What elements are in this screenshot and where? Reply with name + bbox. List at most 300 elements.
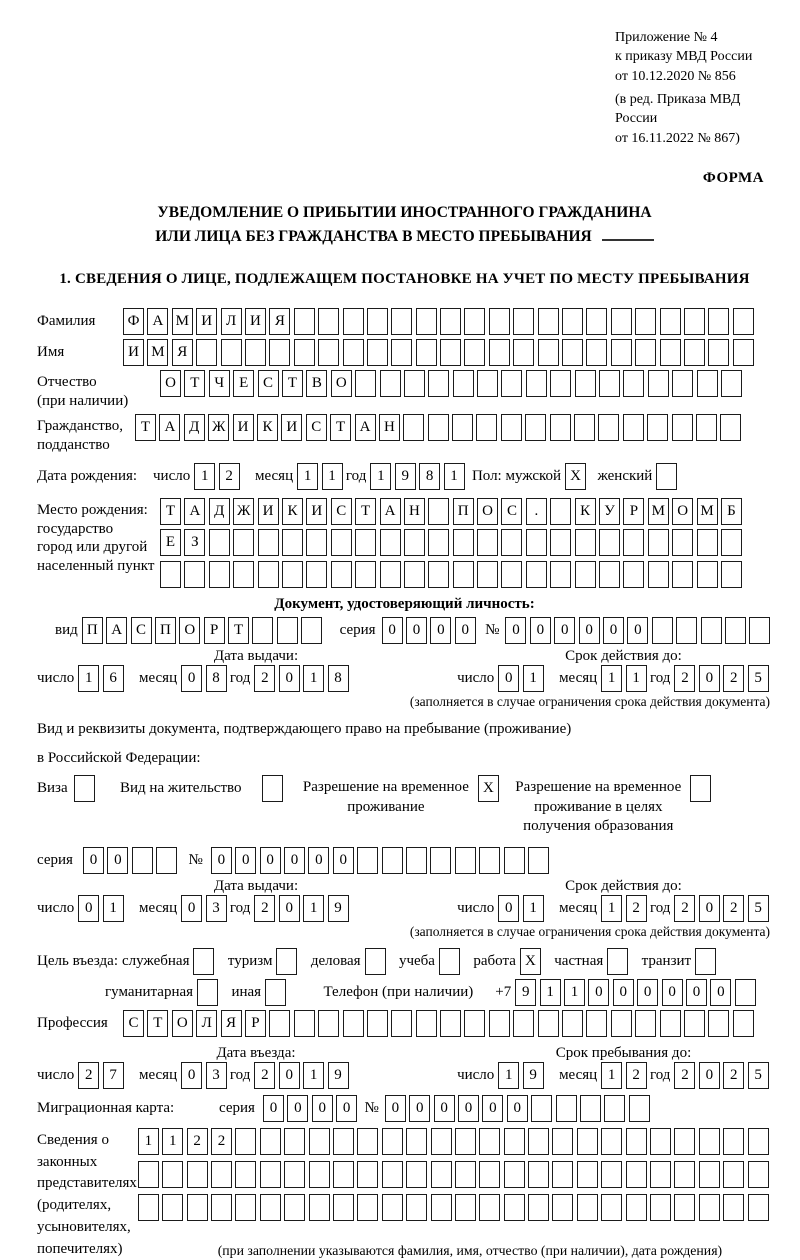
char-cell[interactable]: 1 [601, 665, 622, 692]
char-cell[interactable]: 1 [194, 463, 215, 490]
char-cell[interactable]: 1 [138, 1128, 159, 1155]
char-cell[interactable] [676, 617, 697, 644]
char-cell[interactable]: 2 [723, 665, 744, 692]
char-cell[interactable]: А [380, 498, 401, 525]
char-cell[interactable] [453, 529, 474, 556]
char-cell[interactable] [684, 339, 705, 366]
char-cell[interactable] [577, 1194, 598, 1221]
char-cell[interactable] [626, 1128, 647, 1155]
char-cell[interactable] [684, 1010, 705, 1037]
char-cell[interactable] [656, 463, 677, 490]
char-cell[interactable] [211, 1161, 232, 1188]
char-cell[interactable]: Я [221, 1010, 242, 1037]
char-cell[interactable] [406, 1161, 427, 1188]
char-cell[interactable]: 1 [523, 665, 544, 692]
char-cell[interactable]: 1 [601, 1062, 622, 1089]
char-cell[interactable]: Л [196, 1010, 217, 1037]
char-cell[interactable] [504, 847, 525, 874]
char-cell[interactable] [233, 561, 254, 588]
char-cell[interactable] [672, 370, 693, 397]
char-cell[interactable] [501, 370, 522, 397]
char-cell[interactable] [406, 847, 427, 874]
char-cell[interactable]: 1 [103, 895, 124, 922]
char-cell[interactable]: X [478, 775, 499, 802]
char-cell[interactable] [575, 529, 596, 556]
char-cell[interactable] [477, 529, 498, 556]
char-cell[interactable]: 0 [312, 1095, 333, 1122]
char-cell[interactable] [431, 1194, 452, 1221]
char-cell[interactable] [650, 1194, 671, 1221]
char-cell[interactable]: И [196, 308, 217, 335]
char-cell[interactable] [301, 617, 322, 644]
char-cell[interactable] [431, 1128, 452, 1155]
char-cell[interactable] [380, 561, 401, 588]
char-cell[interactable] [586, 308, 607, 335]
char-cell[interactable]: 2 [254, 1062, 275, 1089]
char-cell[interactable] [513, 1010, 534, 1037]
char-cell[interactable] [708, 1010, 729, 1037]
char-cell[interactable]: С [306, 414, 327, 441]
char-cell[interactable] [428, 414, 449, 441]
char-cell[interactable]: 2 [254, 665, 275, 692]
char-cell[interactable]: 0 [83, 847, 104, 874]
char-cell[interactable] [697, 561, 718, 588]
char-cell[interactable]: Р [204, 617, 225, 644]
char-cell[interactable]: 8 [206, 665, 227, 692]
char-cell[interactable]: Т [160, 498, 181, 525]
char-cell[interactable] [428, 370, 449, 397]
char-cell[interactable] [382, 1128, 403, 1155]
char-cell[interactable] [406, 1128, 427, 1155]
char-cell[interactable]: О [477, 498, 498, 525]
char-cell[interactable]: 0 [279, 895, 300, 922]
char-cell[interactable] [648, 370, 669, 397]
char-cell[interactable] [748, 1161, 769, 1188]
char-cell[interactable] [526, 529, 547, 556]
char-cell[interactable] [723, 1128, 744, 1155]
char-cell[interactable]: Е [233, 370, 254, 397]
char-cell[interactable]: X [565, 463, 586, 490]
char-cell[interactable]: 0 [637, 979, 658, 1006]
char-cell[interactable] [697, 529, 718, 556]
char-cell[interactable] [648, 529, 669, 556]
char-cell[interactable]: О [160, 370, 181, 397]
char-cell[interactable]: П [453, 498, 474, 525]
char-cell[interactable] [233, 529, 254, 556]
char-cell[interactable]: Р [245, 1010, 266, 1037]
char-cell[interactable] [367, 308, 388, 335]
char-cell[interactable]: Т [228, 617, 249, 644]
char-cell[interactable]: 0 [78, 895, 99, 922]
char-cell[interactable] [357, 1161, 378, 1188]
char-cell[interactable] [258, 529, 279, 556]
char-cell[interactable]: 5 [748, 665, 769, 692]
char-cell[interactable] [187, 1194, 208, 1221]
char-cell[interactable]: 0 [336, 1095, 357, 1122]
char-cell[interactable] [294, 308, 315, 335]
char-cell[interactable] [252, 617, 273, 644]
char-cell[interactable]: Б [721, 498, 742, 525]
char-cell[interactable]: 0 [455, 617, 476, 644]
char-cell[interactable] [269, 339, 290, 366]
char-cell[interactable] [382, 847, 403, 874]
char-cell[interactable] [586, 339, 607, 366]
char-cell[interactable]: 0 [588, 979, 609, 1006]
char-cell[interactable] [284, 1161, 305, 1188]
char-cell[interactable]: 1 [540, 979, 561, 1006]
char-cell[interactable]: 1 [626, 665, 647, 692]
char-cell[interactable]: 0 [107, 847, 128, 874]
char-cell[interactable]: 0 [627, 617, 648, 644]
char-cell[interactable]: К [257, 414, 278, 441]
char-cell[interactable] [428, 561, 449, 588]
char-cell[interactable] [574, 414, 595, 441]
char-cell[interactable] [294, 339, 315, 366]
char-cell[interactable] [562, 339, 583, 366]
char-cell[interactable]: 1 [564, 979, 585, 1006]
char-cell[interactable] [674, 1194, 695, 1221]
char-cell[interactable]: 0 [579, 617, 600, 644]
char-cell[interactable]: 9 [515, 979, 536, 1006]
char-cell[interactable] [660, 339, 681, 366]
char-cell[interactable] [501, 414, 522, 441]
char-cell[interactable] [528, 1194, 549, 1221]
char-cell[interactable] [748, 1194, 769, 1221]
char-cell[interactable] [538, 1010, 559, 1037]
char-cell[interactable] [294, 1010, 315, 1037]
char-cell[interactable] [309, 1194, 330, 1221]
char-cell[interactable] [733, 1010, 754, 1037]
char-cell[interactable]: 2 [626, 895, 647, 922]
char-cell[interactable]: Я [172, 339, 193, 366]
char-cell[interactable]: 0 [279, 1062, 300, 1089]
char-cell[interactable]: 2 [219, 463, 240, 490]
char-cell[interactable] [477, 370, 498, 397]
char-cell[interactable]: 0 [181, 1062, 202, 1089]
char-cell[interactable] [404, 529, 425, 556]
char-cell[interactable] [260, 1161, 281, 1188]
char-cell[interactable]: Ж [233, 498, 254, 525]
char-cell[interactable]: 0 [699, 895, 720, 922]
char-cell[interactable] [489, 308, 510, 335]
char-cell[interactable]: Л [221, 308, 242, 335]
char-cell[interactable] [138, 1194, 159, 1221]
char-cell[interactable] [404, 561, 425, 588]
char-cell[interactable] [708, 308, 729, 335]
char-cell[interactable]: Т [330, 414, 351, 441]
char-cell[interactable]: О [179, 617, 200, 644]
char-cell[interactable] [660, 308, 681, 335]
char-cell[interactable] [598, 414, 619, 441]
char-cell[interactable] [452, 414, 473, 441]
char-cell[interactable] [611, 339, 632, 366]
char-cell[interactable] [367, 1010, 388, 1037]
char-cell[interactable]: 0 [181, 665, 202, 692]
char-cell[interactable] [187, 1161, 208, 1188]
char-cell[interactable]: 0 [406, 617, 427, 644]
char-cell[interactable] [211, 1194, 232, 1221]
char-cell[interactable]: И [245, 308, 266, 335]
char-cell[interactable]: И [233, 414, 254, 441]
char-cell[interactable] [343, 339, 364, 366]
char-cell[interactable] [309, 1161, 330, 1188]
char-cell[interactable]: М [648, 498, 669, 525]
char-cell[interactable] [453, 370, 474, 397]
char-cell[interactable] [550, 370, 571, 397]
char-cell[interactable] [391, 339, 412, 366]
char-cell[interactable]: 0 [409, 1095, 430, 1122]
char-cell[interactable] [343, 1010, 364, 1037]
char-cell[interactable]: 0 [699, 665, 720, 692]
char-cell[interactable]: О [172, 1010, 193, 1037]
char-cell[interactable]: 0 [385, 1095, 406, 1122]
char-cell[interactable]: Я [269, 308, 290, 335]
char-cell[interactable]: К [575, 498, 596, 525]
char-cell[interactable] [260, 1194, 281, 1221]
char-cell[interactable]: 9 [523, 1062, 544, 1089]
char-cell[interactable] [382, 1161, 403, 1188]
char-cell[interactable]: А [355, 414, 376, 441]
char-cell[interactable] [748, 1128, 769, 1155]
char-cell[interactable] [586, 1010, 607, 1037]
char-cell[interactable] [650, 1161, 671, 1188]
char-cell[interactable] [735, 979, 756, 1006]
char-cell[interactable] [331, 561, 352, 588]
char-cell[interactable] [504, 1161, 525, 1188]
char-cell[interactable]: 0 [181, 895, 202, 922]
char-cell[interactable] [504, 1194, 525, 1221]
char-cell[interactable] [357, 847, 378, 874]
char-cell[interactable]: М [697, 498, 718, 525]
char-cell[interactable]: 0 [287, 1095, 308, 1122]
char-cell[interactable]: Д [209, 498, 230, 525]
char-cell[interactable]: 5 [748, 1062, 769, 1089]
char-cell[interactable]: 5 [748, 895, 769, 922]
char-cell[interactable] [550, 414, 571, 441]
char-cell[interactable] [629, 1095, 650, 1122]
char-cell[interactable]: 0 [382, 617, 403, 644]
char-cell[interactable] [428, 498, 449, 525]
char-cell[interactable]: 1 [601, 895, 622, 922]
char-cell[interactable] [611, 308, 632, 335]
char-cell[interactable] [132, 847, 153, 874]
char-cell[interactable]: 2 [626, 1062, 647, 1089]
char-cell[interactable] [701, 617, 722, 644]
char-cell[interactable]: 3 [206, 1062, 227, 1089]
char-cell[interactable] [439, 948, 460, 975]
char-cell[interactable] [699, 1194, 720, 1221]
char-cell[interactable]: И [281, 414, 302, 441]
char-cell[interactable] [577, 1161, 598, 1188]
char-cell[interactable] [697, 370, 718, 397]
char-cell[interactable] [282, 529, 303, 556]
char-cell[interactable] [652, 617, 673, 644]
char-cell[interactable] [672, 414, 693, 441]
char-cell[interactable]: Т [135, 414, 156, 441]
char-cell[interactable]: 0 [498, 895, 519, 922]
char-cell[interactable]: 0 [260, 847, 281, 874]
char-cell[interactable] [403, 414, 424, 441]
char-cell[interactable]: 2 [211, 1128, 232, 1155]
char-cell[interactable]: А [147, 308, 168, 335]
char-cell[interactable] [260, 1128, 281, 1155]
char-cell[interactable]: И [306, 498, 327, 525]
char-cell[interactable]: 1 [303, 895, 324, 922]
char-cell[interactable]: Т [184, 370, 205, 397]
char-cell[interactable] [635, 339, 656, 366]
char-cell[interactable] [531, 1095, 552, 1122]
char-cell[interactable] [556, 1095, 577, 1122]
char-cell[interactable]: 9 [328, 1062, 349, 1089]
char-cell[interactable] [601, 1128, 622, 1155]
char-cell[interactable] [599, 561, 620, 588]
char-cell[interactable]: 7 [103, 1062, 124, 1089]
char-cell[interactable] [708, 339, 729, 366]
char-cell[interactable] [391, 1010, 412, 1037]
char-cell[interactable] [648, 561, 669, 588]
char-cell[interactable] [550, 529, 571, 556]
char-cell[interactable] [262, 775, 283, 802]
char-cell[interactable] [626, 1161, 647, 1188]
char-cell[interactable]: 2 [674, 895, 695, 922]
char-cell[interactable] [318, 1010, 339, 1037]
char-cell[interactable]: 0 [554, 617, 575, 644]
char-cell[interactable]: 0 [279, 665, 300, 692]
char-cell[interactable] [357, 1128, 378, 1155]
char-cell[interactable]: А [106, 617, 127, 644]
char-cell[interactable]: 1 [498, 1062, 519, 1089]
char-cell[interactable]: В [306, 370, 327, 397]
char-cell[interactable] [318, 308, 339, 335]
char-cell[interactable] [284, 1128, 305, 1155]
char-cell[interactable] [162, 1161, 183, 1188]
char-cell[interactable] [197, 979, 218, 1006]
char-cell[interactable] [235, 1194, 256, 1221]
char-cell[interactable]: С [331, 498, 352, 525]
char-cell[interactable]: 0 [434, 1095, 455, 1122]
char-cell[interactable] [504, 1128, 525, 1155]
char-cell[interactable] [284, 1194, 305, 1221]
char-cell[interactable] [221, 339, 242, 366]
char-cell[interactable] [464, 308, 485, 335]
char-cell[interactable] [416, 1010, 437, 1037]
char-cell[interactable] [333, 1194, 354, 1221]
char-cell[interactable] [156, 847, 177, 874]
char-cell[interactable] [599, 370, 620, 397]
char-cell[interactable]: 1 [162, 1128, 183, 1155]
char-cell[interactable] [428, 529, 449, 556]
char-cell[interactable] [464, 1010, 485, 1037]
char-cell[interactable] [721, 370, 742, 397]
char-cell[interactable] [528, 1128, 549, 1155]
char-cell[interactable] [538, 308, 559, 335]
char-cell[interactable]: С [258, 370, 279, 397]
char-cell[interactable] [235, 1128, 256, 1155]
char-cell[interactable]: С [501, 498, 522, 525]
char-cell[interactable]: Е [160, 529, 181, 556]
char-cell[interactable]: 6 [103, 665, 124, 692]
char-cell[interactable] [479, 1194, 500, 1221]
char-cell[interactable] [601, 1194, 622, 1221]
char-cell[interactable] [455, 1161, 476, 1188]
char-cell[interactable] [365, 948, 386, 975]
char-cell[interactable]: Т [355, 498, 376, 525]
char-cell[interactable] [607, 948, 628, 975]
char-cell[interactable]: 0 [235, 847, 256, 874]
char-cell[interactable]: 0 [530, 617, 551, 644]
char-cell[interactable] [306, 529, 327, 556]
char-cell[interactable]: 1 [78, 665, 99, 692]
char-cell[interactable] [562, 308, 583, 335]
char-cell[interactable]: Н [379, 414, 400, 441]
char-cell[interactable] [430, 847, 451, 874]
char-cell[interactable] [575, 561, 596, 588]
char-cell[interactable] [699, 1161, 720, 1188]
char-cell[interactable] [552, 1161, 573, 1188]
char-cell[interactable] [367, 339, 388, 366]
char-cell[interactable]: С [131, 617, 152, 644]
char-cell[interactable] [138, 1161, 159, 1188]
char-cell[interactable] [723, 1194, 744, 1221]
char-cell[interactable]: Ч [209, 370, 230, 397]
char-cell[interactable]: 2 [723, 895, 744, 922]
char-cell[interactable] [525, 414, 546, 441]
char-cell[interactable] [528, 1161, 549, 1188]
char-cell[interactable]: Ф [123, 308, 144, 335]
char-cell[interactable]: О [331, 370, 352, 397]
char-cell[interactable] [635, 308, 656, 335]
char-cell[interactable] [355, 529, 376, 556]
char-cell[interactable]: 8 [419, 463, 440, 490]
char-cell[interactable] [440, 339, 461, 366]
char-cell[interactable] [406, 1194, 427, 1221]
char-cell[interactable]: Т [282, 370, 303, 397]
char-cell[interactable] [431, 1161, 452, 1188]
char-cell[interactable] [601, 1161, 622, 1188]
char-cell[interactable]: 8 [328, 665, 349, 692]
char-cell[interactable] [355, 370, 376, 397]
char-cell[interactable]: К [282, 498, 303, 525]
char-cell[interactable]: И [123, 339, 144, 366]
char-cell[interactable] [160, 561, 181, 588]
char-cell[interactable] [690, 775, 711, 802]
char-cell[interactable] [357, 1194, 378, 1221]
char-cell[interactable] [380, 529, 401, 556]
char-cell[interactable] [193, 948, 214, 975]
char-cell[interactable]: 0 [507, 1095, 528, 1122]
char-cell[interactable] [416, 308, 437, 335]
char-cell[interactable]: 0 [333, 847, 354, 874]
char-cell[interactable] [604, 1095, 625, 1122]
char-cell[interactable] [245, 339, 266, 366]
char-cell[interactable]: 0 [263, 1095, 284, 1122]
char-cell[interactable] [282, 561, 303, 588]
char-cell[interactable] [355, 561, 376, 588]
char-cell[interactable] [416, 339, 437, 366]
char-cell[interactable] [453, 561, 474, 588]
char-cell[interactable]: 1 [303, 665, 324, 692]
char-cell[interactable] [723, 1161, 744, 1188]
char-cell[interactable]: 0 [603, 617, 624, 644]
char-cell[interactable]: Д [184, 414, 205, 441]
char-cell[interactable] [479, 847, 500, 874]
char-cell[interactable] [623, 414, 644, 441]
char-cell[interactable] [577, 1128, 598, 1155]
char-cell[interactable]: М [147, 339, 168, 366]
char-cell[interactable] [489, 339, 510, 366]
char-cell[interactable] [699, 1128, 720, 1155]
char-cell[interactable] [380, 370, 401, 397]
